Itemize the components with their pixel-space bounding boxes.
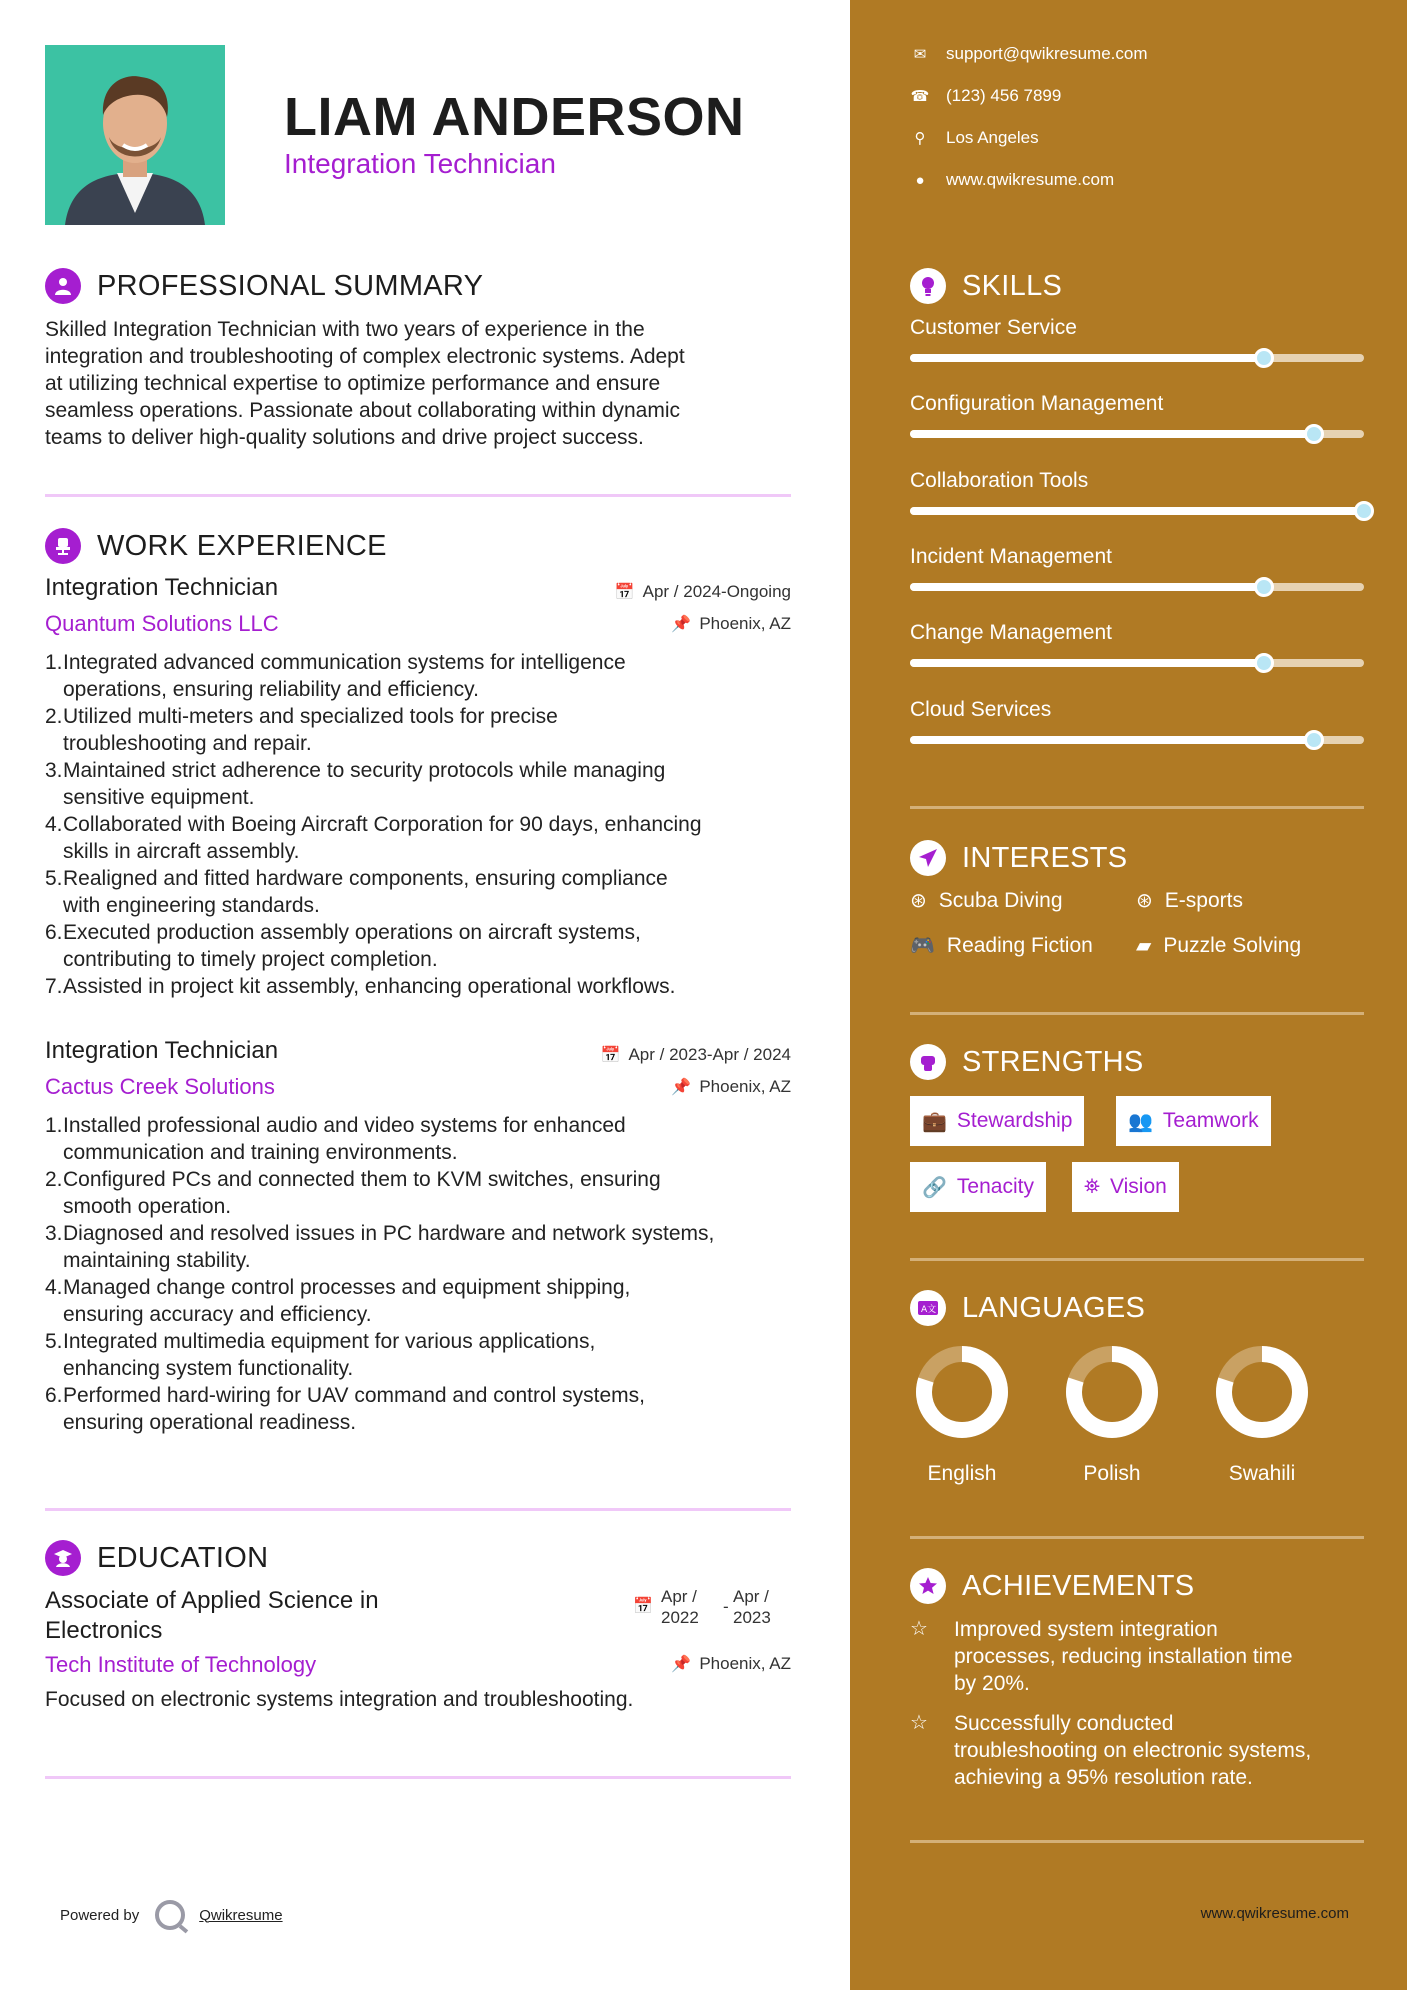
bullet-number: 4.: [45, 1276, 63, 1299]
job-bullets: [45, 1112, 791, 1436]
job-bullets: [45, 649, 791, 1000]
bullet-line: troubleshooting and repair.: [63, 732, 312, 755]
degree-line: Electronics: [45, 1617, 163, 1644]
bullet-line: Managed change control processes and equipment shipping,: [63, 1276, 631, 1299]
website-text[interactable]: www.qwikresume.com: [946, 170, 1115, 189]
skill-name: Cloud Services: [910, 698, 1052, 721]
interest-label: Scuba Diving: [938, 888, 1063, 912]
job-company: Cactus Creek Solutions: [45, 1074, 275, 1099]
bullet-line: skills in aircraft assembly.: [63, 840, 300, 863]
star-icon: ☆: [910, 1618, 928, 1640]
lightbulb-icon: [910, 268, 946, 304]
summary-line: integration and troubleshooting of complex electronic systems. Adept: [45, 345, 685, 368]
powered-by: [60, 1900, 283, 1930]
bullet-item: [45, 1274, 791, 1328]
bullet-text: [63, 703, 558, 757]
bullet-line: Executed production assembly operations on aircraft systems,: [63, 921, 641, 944]
date-part: 2023: [733, 1608, 771, 1627]
footer-website[interactable]: www.qwikresume.com: [1200, 1905, 1349, 1922]
calendar-icon: 📅: [600, 1047, 621, 1064]
skill-bar: [910, 659, 1364, 667]
chair-icon: [45, 528, 81, 564]
bullet-text: [63, 1328, 595, 1382]
bullet-line: Integrated multimedia equipment for various applications,: [63, 1330, 596, 1353]
bullet-line: sensitive equipment.: [63, 786, 255, 809]
section-divider: [910, 1536, 1364, 1539]
bullet-text: [63, 811, 702, 865]
graduate-icon: [45, 1540, 81, 1576]
star-icon: [910, 1568, 946, 1604]
globe-icon: ●: [915, 171, 925, 189]
skill-level-handle: [1304, 730, 1324, 750]
bullet-text: [63, 757, 665, 811]
skill-name: Change Management: [910, 621, 1112, 644]
skill-name: Incident Management: [910, 545, 1112, 568]
user-icon: [45, 268, 81, 304]
bullet-line: smooth operation.: [63, 1195, 232, 1218]
summary-heading: [45, 268, 483, 304]
strength-chip: [1116, 1096, 1271, 1146]
interest-label: Reading Fiction: [946, 933, 1093, 957]
bullet-number: 4.: [45, 813, 63, 836]
skill-item: [910, 698, 1364, 744]
section-divider: [910, 1258, 1364, 1261]
bullet-text: [63, 1220, 714, 1274]
pin-icon: 📌: [671, 1079, 692, 1096]
envelope-icon: ✉: [913, 46, 927, 63]
job-company: Quantum Solutions LLC: [45, 611, 279, 636]
strength-label: Teamwork: [1162, 1109, 1259, 1132]
language-item: [1052, 1344, 1172, 1486]
job-entry: [45, 574, 791, 1000]
star-icon: ☆: [910, 1712, 928, 1734]
section-divider: [45, 494, 791, 497]
job-location-text: Phoenix, AZ: [699, 1077, 791, 1096]
school-name: Tech Institute of Technology: [45, 1652, 317, 1677]
bullet-item: [45, 865, 791, 919]
profile-photo: [45, 45, 225, 225]
contact-location: [910, 128, 1039, 148]
bullet-item: [45, 649, 791, 703]
binoculars-icon: ⛯: [1084, 1175, 1100, 1198]
skill-bar: [910, 736, 1364, 744]
pin-icon: 📌: [671, 616, 692, 633]
contact-email: [910, 44, 1148, 64]
bullet-line: Performed hard-wiring for UAV command and control systems,: [63, 1384, 645, 1407]
strength-chip: [910, 1162, 1046, 1212]
bullet-line: contributing to timely project completion.: [63, 948, 438, 971]
bullet-text: [63, 649, 626, 703]
bullet-item: [45, 1382, 791, 1436]
work-title: WORK EXPERIENCE: [97, 529, 387, 562]
skill-level-handle: [1254, 577, 1274, 597]
section-divider: [45, 1776, 791, 1779]
achievement-item: [910, 1710, 1370, 1791]
phone-icon: ☎: [910, 88, 930, 105]
language-ring: [914, 1344, 1010, 1440]
education-location: [671, 1654, 791, 1674]
bullet-item: [45, 1220, 791, 1274]
bullet-line: Integrated advanced communication systems for intelligence: [63, 651, 626, 674]
bullet-text: [63, 865, 668, 919]
job-entry: [45, 1037, 791, 1436]
achievement-text: [954, 1710, 1311, 1791]
interest-label: E-sports: [1164, 888, 1243, 912]
bullet-line: ensuring accuracy and efficiency.: [63, 1303, 372, 1326]
language-item: [902, 1344, 1022, 1486]
interest-item: [910, 888, 1063, 913]
job-date-text: Apr / 2023-Apr / 2024: [628, 1045, 791, 1064]
language-name: Swahili: [1228, 1462, 1296, 1485]
skill-bar-fill: [910, 430, 1314, 438]
language-item: [1202, 1344, 1322, 1486]
strength-chip: [910, 1096, 1084, 1146]
summary-title: PROFESSIONAL SUMMARY: [97, 269, 484, 302]
bullet-line: maintaining stability.: [63, 1249, 251, 1272]
strengths-title: STRENGTHS: [962, 1045, 1144, 1078]
strength-label: Vision: [1110, 1175, 1167, 1198]
education-location-text: Phoenix, AZ: [699, 1654, 791, 1673]
languages-heading: [910, 1290, 1145, 1326]
education-title: EDUCATION: [97, 1541, 269, 1574]
language-name: Polish: [1083, 1462, 1141, 1485]
job-title: Integration Technician: [45, 574, 279, 601]
skill-item: [910, 469, 1364, 515]
bullet-number: 3.: [45, 759, 63, 782]
job-location: [671, 1077, 791, 1097]
summary-line: seamless operations. Passionate about collaborating within dynamic: [45, 399, 681, 422]
sidebar: [850, 0, 1407, 1990]
powered-by-label: Powered by: [60, 1906, 140, 1924]
languages-title: LANGUAGES: [962, 1291, 1146, 1324]
job-date-text: Apr / 2024-Ongoing: [642, 582, 791, 601]
date-separator: -: [723, 1597, 729, 1616]
contact-website: [910, 170, 1114, 190]
bullet-line: Assisted in project kit assembly, enhancing operational workflows.: [63, 975, 676, 998]
qwikresume-logo-icon: [155, 1900, 185, 1930]
interest-item: [1136, 888, 1243, 913]
education-dates: [633, 1586, 791, 1628]
job-location: [671, 614, 791, 634]
skill-bar: [910, 430, 1364, 438]
bullet-line: communication and training environments.: [63, 1141, 458, 1164]
skill-bar-fill: [910, 507, 1364, 515]
calendar-icon: 📅: [633, 1598, 653, 1615]
bullet-number: 5.: [45, 1330, 63, 1353]
bullet-item: [45, 973, 791, 1000]
education-entry: [45, 1586, 791, 1712]
bullet-item: [45, 1112, 791, 1166]
strength-chip: [1072, 1162, 1179, 1212]
section-divider: [910, 806, 1364, 809]
location-text: Los Angeles: [946, 128, 1039, 147]
bullet-item: [45, 919, 791, 973]
calendar-icon: 📅: [614, 584, 635, 601]
achievement-line: by 20%.: [954, 1672, 1030, 1695]
skill-bar-fill: [910, 354, 1264, 362]
bullet-number: 2.: [45, 1168, 63, 1191]
job-date: [601, 1045, 791, 1065]
candidate-role: Integration Technician: [284, 148, 556, 179]
achievement-line: processes, reducing installation time: [954, 1645, 1293, 1668]
achievement-text: [954, 1616, 1293, 1697]
achievement-line: Improved system integration: [954, 1618, 1218, 1641]
job-location-text: Phoenix, AZ: [699, 614, 791, 633]
bullet-item: [45, 1166, 791, 1220]
bullet-line: operations, ensuring reliability and efficiency.: [63, 678, 479, 701]
svg-text:A文: A文: [921, 1305, 937, 1315]
education-heading: [45, 1540, 268, 1576]
skill-item: [910, 392, 1364, 438]
bullet-text: [63, 1166, 661, 1220]
interest-item: [1136, 933, 1301, 958]
lifebuoy-icon: ⊛: [910, 890, 927, 912]
end-date: [733, 1586, 791, 1628]
bullet-line: Diagnosed and resolved issues in PC hardware and network systems,: [63, 1222, 715, 1245]
interests-heading: [910, 840, 1127, 876]
skill-bar-fill: [910, 583, 1264, 591]
bullet-number: 3.: [45, 1222, 63, 1245]
bullet-number: 6.: [45, 1384, 63, 1407]
skill-bar: [910, 583, 1364, 591]
fist-icon: [910, 1044, 946, 1080]
bullet-line: Configured PCs and connected them to KVM switches, ensuring: [63, 1168, 661, 1191]
bullet-line: Realigned and fitted hardware components, ensuring compliance: [63, 867, 668, 890]
skill-name: Customer Service: [910, 316, 1077, 339]
contact-phone: [910, 86, 1061, 106]
link-icon: 🔗: [922, 1176, 947, 1199]
bullet-line: Collaborated with Boeing Aircraft Corporation for 90 days, enhancing: [63, 813, 702, 836]
start-date: [661, 1586, 723, 1628]
bullet-number: 1.: [45, 1114, 63, 1137]
skill-bar-fill: [910, 736, 1314, 744]
skill-bar: [910, 507, 1364, 515]
interests-title: INTERESTS: [962, 841, 1128, 874]
language-ring: [1064, 1344, 1160, 1440]
interest-label: Puzzle Solving: [1163, 933, 1302, 957]
skill-item: [910, 316, 1364, 362]
briefcase-icon: 💼: [922, 1110, 947, 1133]
bullet-number: 5.: [45, 867, 63, 890]
date-part: 2022: [661, 1608, 699, 1627]
bullet-line: with engineering standards.: [63, 894, 320, 917]
bullet-item: [45, 1328, 791, 1382]
skill-level-handle: [1254, 348, 1274, 368]
phone-text: (123) 456 7899: [946, 86, 1062, 105]
bullet-text: [63, 1112, 626, 1166]
job-date: [615, 582, 791, 602]
date-part: Apr /: [661, 1587, 697, 1606]
summary-text: [45, 316, 795, 451]
paper-plane-icon: [910, 840, 946, 876]
achievement-line: achieving a 95% resolution rate.: [954, 1766, 1253, 1789]
date-part: Apr /: [733, 1587, 769, 1606]
achievement-item: [910, 1616, 1370, 1697]
job-title: Integration Technician: [45, 1037, 279, 1064]
skill-level-handle: [1304, 424, 1324, 444]
brand-link[interactable]: Qwikresume: [199, 1906, 283, 1924]
skills-title: SKILLS: [962, 269, 1063, 302]
avatar-illustration: [45, 45, 225, 225]
bullet-item: [45, 811, 791, 865]
bullet-line: enhancing system functionality.: [63, 1357, 354, 1380]
summary-line: at utilizing technical expertise to optimize performance and ensure: [45, 372, 661, 395]
strength-label: Stewardship: [956, 1109, 1073, 1132]
bullet-text: [63, 1382, 645, 1436]
bullet-number: 1.: [45, 651, 63, 674]
lifebuoy-icon: ⊛: [1136, 890, 1153, 912]
bullet-item: [45, 703, 791, 757]
strength-label: Tenacity: [956, 1175, 1034, 1198]
skill-bar: [910, 354, 1364, 362]
bullet-number: 6.: [45, 921, 63, 944]
section-divider: [910, 1012, 1364, 1015]
skills-heading: [910, 268, 1062, 304]
bullet-number: 2.: [45, 705, 63, 728]
bullet-text: [63, 1274, 630, 1328]
achievements-title: ACHIEVEMENTS: [962, 1569, 1195, 1602]
candidate-name: LIAM ANDERSON: [284, 87, 745, 147]
skill-name: Collaboration Tools: [910, 469, 1089, 492]
interest-item: [910, 933, 1093, 958]
bullet-line: Utilized multi-meters and specialized tools for precise: [63, 705, 558, 728]
summary-line: Skilled Integration Technician with two years of experience in the: [45, 318, 645, 341]
skill-name: Configuration Management: [910, 392, 1164, 415]
skill-item: [910, 545, 1364, 591]
bullet-line: ensuring operational readiness.: [63, 1411, 357, 1434]
language-ring: [1214, 1344, 1310, 1440]
users-icon: 👥: [1128, 1110, 1153, 1133]
skill-item: [910, 621, 1364, 667]
bullet-line: Installed professional audio and video systems for enhanced: [63, 1114, 626, 1137]
education-description: Focused on electronic systems integration and troubleshooting.: [45, 1688, 634, 1711]
bullet-number: 7.: [45, 975, 63, 998]
map-pin-icon: ⚲: [914, 130, 926, 147]
work-heading: [45, 528, 387, 564]
achievement-line: troubleshooting on electronic systems,: [954, 1739, 1312, 1762]
bullet-line: Maintained strict adherence to security protocols while managing: [63, 759, 666, 782]
achievements-heading: [910, 1568, 1194, 1604]
email-text[interactable]: support@qwikresume.com: [946, 44, 1148, 63]
book-icon: ▰: [1136, 935, 1152, 957]
language-name: English: [927, 1462, 997, 1485]
bullet-text: [63, 919, 641, 973]
section-divider: [910, 1840, 1364, 1843]
section-divider: [45, 1508, 791, 1511]
translate-icon: [910, 1290, 946, 1326]
skill-level-handle: [1254, 653, 1274, 673]
strengths-heading: [910, 1044, 1144, 1080]
summary-line: teams to deliver high-quality solutions and drive project success.: [45, 426, 644, 449]
skill-level-handle: [1354, 501, 1374, 521]
bullet-text: [63, 973, 675, 1000]
bullet-item: [45, 757, 791, 811]
degree-line: Associate of Applied Science in: [45, 1587, 379, 1614]
pin-icon: 📌: [671, 1656, 692, 1673]
achievement-line: Successfully conducted: [954, 1712, 1174, 1735]
skill-bar-fill: [910, 659, 1264, 667]
gamepad-icon: 🎮: [910, 935, 935, 957]
